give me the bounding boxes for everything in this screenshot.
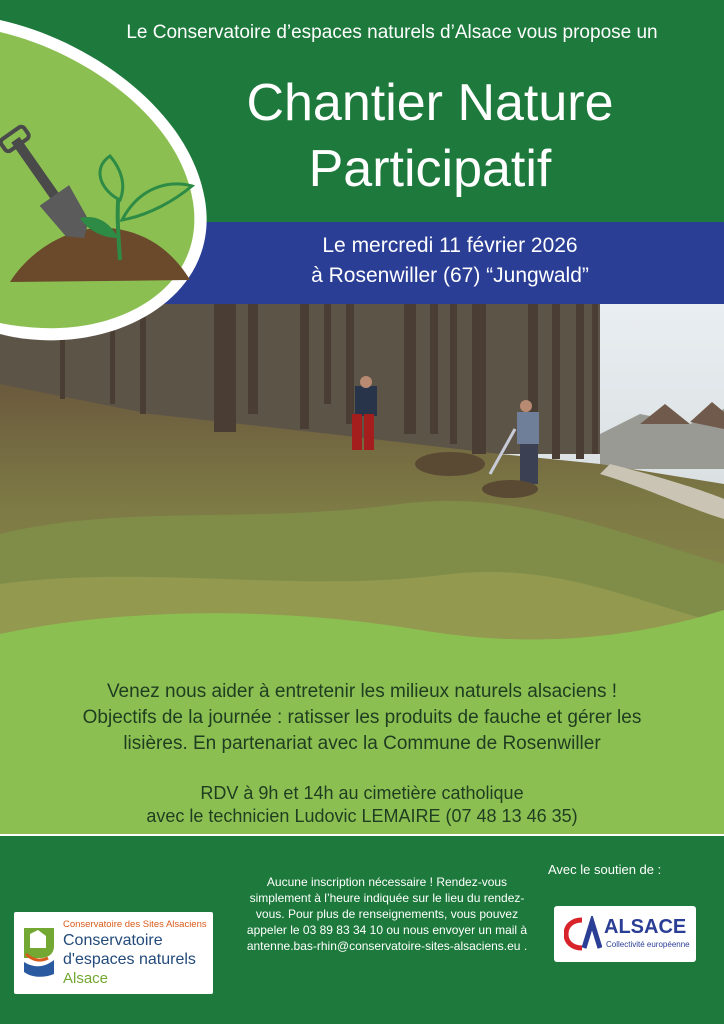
description-line-3: lisières. En partenariat avec la Commune de Rosenwiller (123, 733, 601, 754)
alsace-collectivite-logo (554, 906, 696, 962)
alsace-subtitle: Collectivité européenne (606, 940, 690, 949)
intro-text: Le Conservatoire d’espaces naturels d’Alsace vous propose un (126, 22, 658, 43)
cen-title-line-3: Alsace (63, 970, 109, 987)
footer-note-line-3: vous. Pour plus de renseignements, vous pouvez (255, 907, 519, 921)
support-label: Avec le soutien de : (548, 862, 662, 877)
footer-note-line-2: simplement à l’heure indiquée sur le lieu du rendez- (249, 891, 525, 905)
alsace-name: ALSACE (604, 916, 687, 938)
meeting-line-1: RDV à 9h et 14h au cimetière catholique (200, 783, 524, 803)
title-line-1: Chantier Nature (246, 74, 614, 132)
cen-emblem-icon (20, 924, 58, 980)
meeting-line-2: avec le technicien Ludovic LEMAIRE (07 48 13 46 35) (146, 806, 578, 826)
title-line-2: Participatif (308, 140, 552, 198)
footer-note-line-1: Aucune inscription nécessaire ! Rendez-vous (266, 875, 508, 889)
event-date: Le mercredi 11 février 2026 (322, 234, 578, 257)
cen-title-line-1: Conservatoire (63, 932, 163, 949)
cen-alsace-logo (14, 912, 213, 994)
description-line-2: Objectifs de la journée : ratisser les produits de fauche et gérer les (82, 707, 642, 728)
event-place: à Rosenwiller (67) “Jungwald” (311, 264, 589, 287)
footer-note (222, 874, 552, 954)
page-title (150, 70, 710, 202)
footer-email[interactable]: antenne.bas-rhin@conservatoire-sites-alsaciens.eu . (246, 939, 528, 953)
alsace-emblem-icon (564, 916, 602, 952)
cen-title-line-2: d'espaces naturels (63, 951, 196, 968)
description-line-1: Venez nous aider à entretenir les milieux naturels alsaciens ! (106, 681, 618, 702)
cen-small-title: Conservatoire des Sites Alsaciens (63, 919, 207, 930)
footer-note-line-4: appeler le 03 89 83 34 10 ou nous envoyer un mail à (246, 923, 528, 937)
